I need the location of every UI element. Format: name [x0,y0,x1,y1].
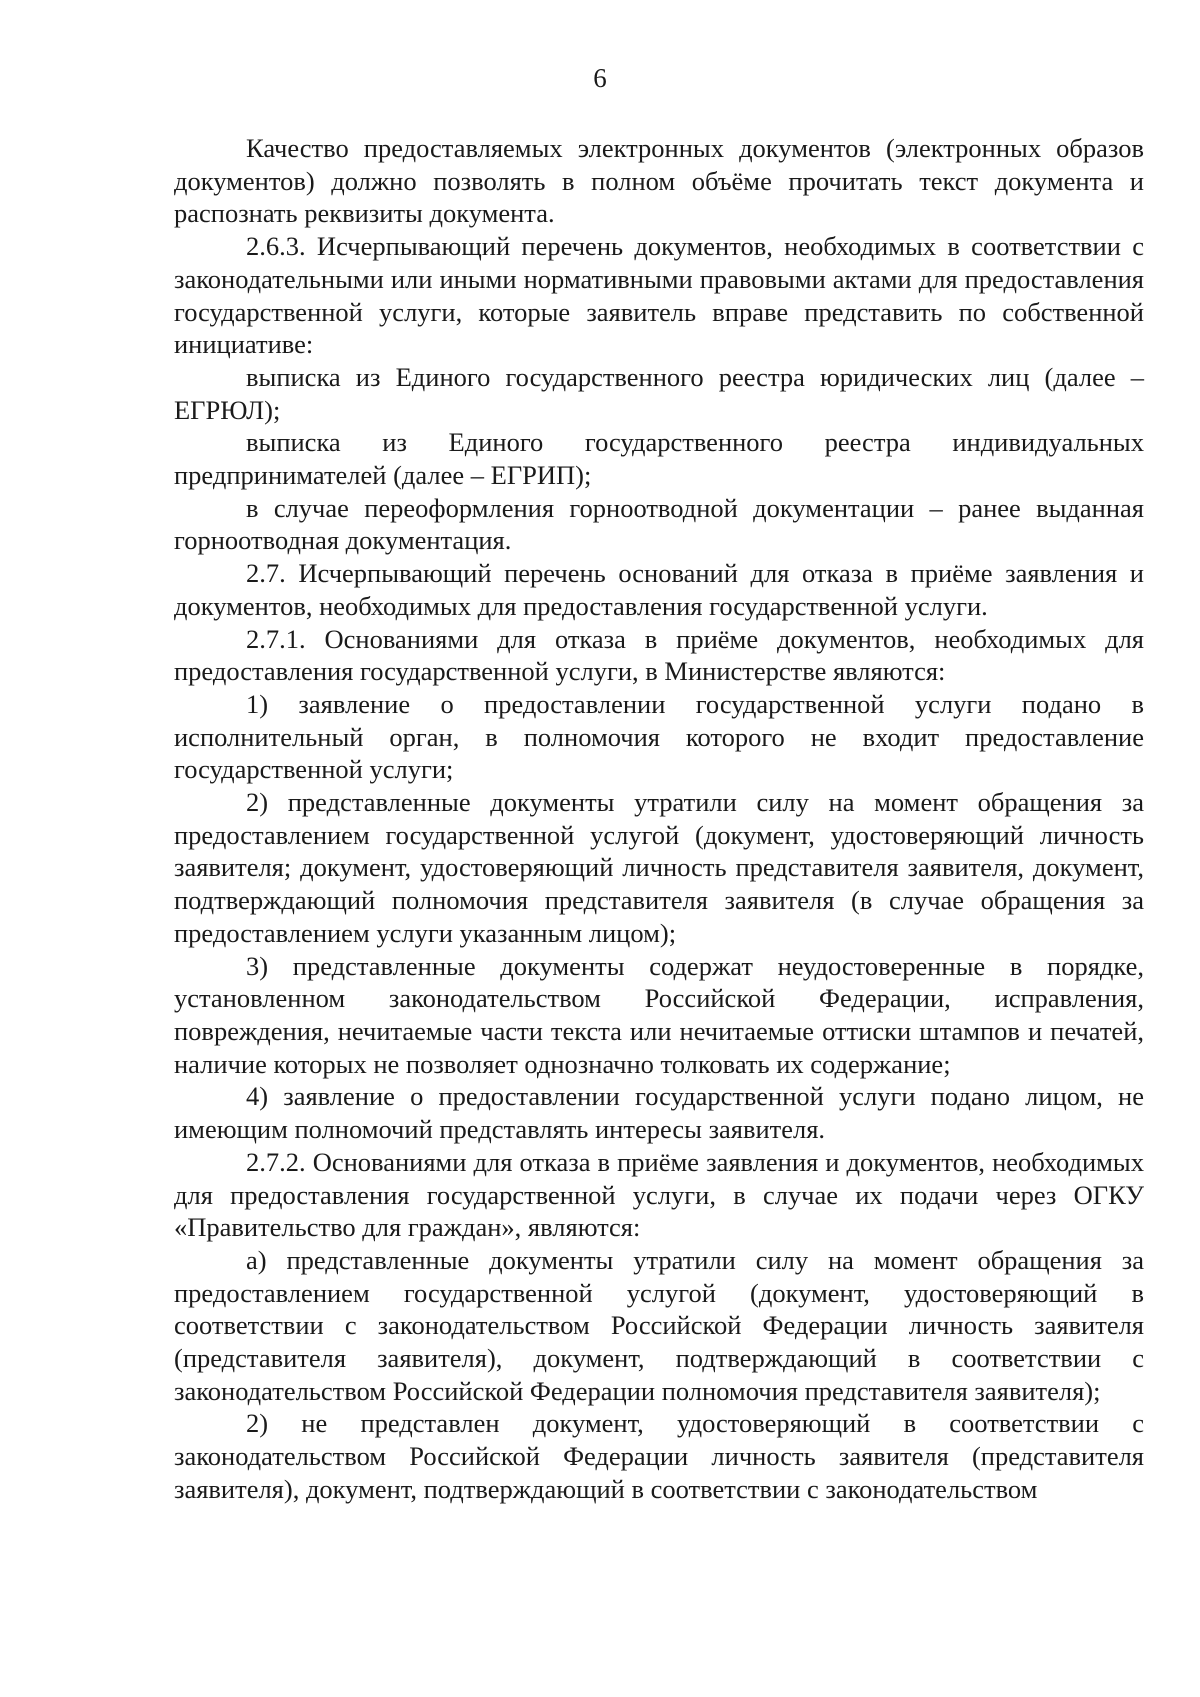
list-item-4: 4) заявление о предоставлении государственной услуги подано лицом, не имеющим полномочий представлять интересы заявителя. [174,1081,1144,1145]
paragraph-2-7-2: 2.7.2. Основаниями для отказа в приёме заявления и документов, необходимых для предоставления государственной услуги, в случае их подачи через ОГКУ «Правительство для граждан», являются: [174,1146,1144,1243]
list-item-egrul: выписка из Единого государственного реестра юридических лиц (далее – ЕГРЮЛ); [174,361,1144,425]
paragraph-2-6-3: 2.6.3. Исчерпывающий перечень документов, необходимых в соответствии с законодательными или иными нормативными правовыми актами для предоставления государственной услуги, которые заявитель вправе представить по собственной инициативе: [174,231,1144,360]
list-item-mining-docs: в случае переоформления горноотводной документации – ранее выданная горноотводная документация. [174,492,1144,556]
paragraph-2-7: 2.7. Исчерпывающий перечень оснований для отказа в приёме заявления и документов, необходимых для предоставления государственной услуги. [174,558,1144,621]
paragraph-2-7-1: 2.7.1. Основаниями для отказа в приёме документов, необходимых для предоставления государственной услуги, в Министерстве являются: [174,623,1144,687]
page-number: 6 [593,63,607,93]
list-item-3: 3) представленные документы содержат неудостоверенные в порядке, установленном законодательством Российской Федерации, исправления, повреждения, нечитаемые части текста или нечитаемые оттиски штампов и печатей, наличие которых не позволяет однозначно толковать их содержание; [174,950,1144,1079]
list-item-2-second: 2) не представлен документ, удостоверяющий в соответствии с законодательством Российской Федерации личность заявителя (представителя заявителя), документ, подтверждающий в соответствии с законодательством [174,1408,1144,1504]
list-item-2: 2) представленные документы утратили силу на момент обращения за предоставлением государственной услугой (документ, удостоверяющий личность заявителя; документ, удостоверяющий личность представителя заявителя, документ, подтверждающий полномочия представителя заявителя (в случае обращения за предоставлением услуги указанным лицом); [174,787,1144,948]
list-item-1: 1) заявление о предоставлении государственной услуги подано в исполнительный орган, в полномочия которого не входит предоставление государственной услуги; [174,688,1144,785]
list-item-egrip: выписка из Единого государственного реестра индивидуальных предпринимателей (далее – ЕГРИП); [174,427,1144,491]
paragraph-electronic-docs-quality: Качество предоставляемых электронных документов (электронных образов документов) должно позволять в полном объёме прочитать текст документа и распознать реквизиты документа. [174,133,1144,229]
list-item-a: а) представленные документы утратили силу на момент обращения за предоставлением государственной услугой (документ, удостоверяющий в соответствии с законодательством Российской Федерации личность заявителя (представителя заявителя), документ, подтверждающий в соответствии с законодательством Российской Федерации полномочия представителя заявителя); [174,1244,1144,1406]
document-body [174,132,1144,1506]
